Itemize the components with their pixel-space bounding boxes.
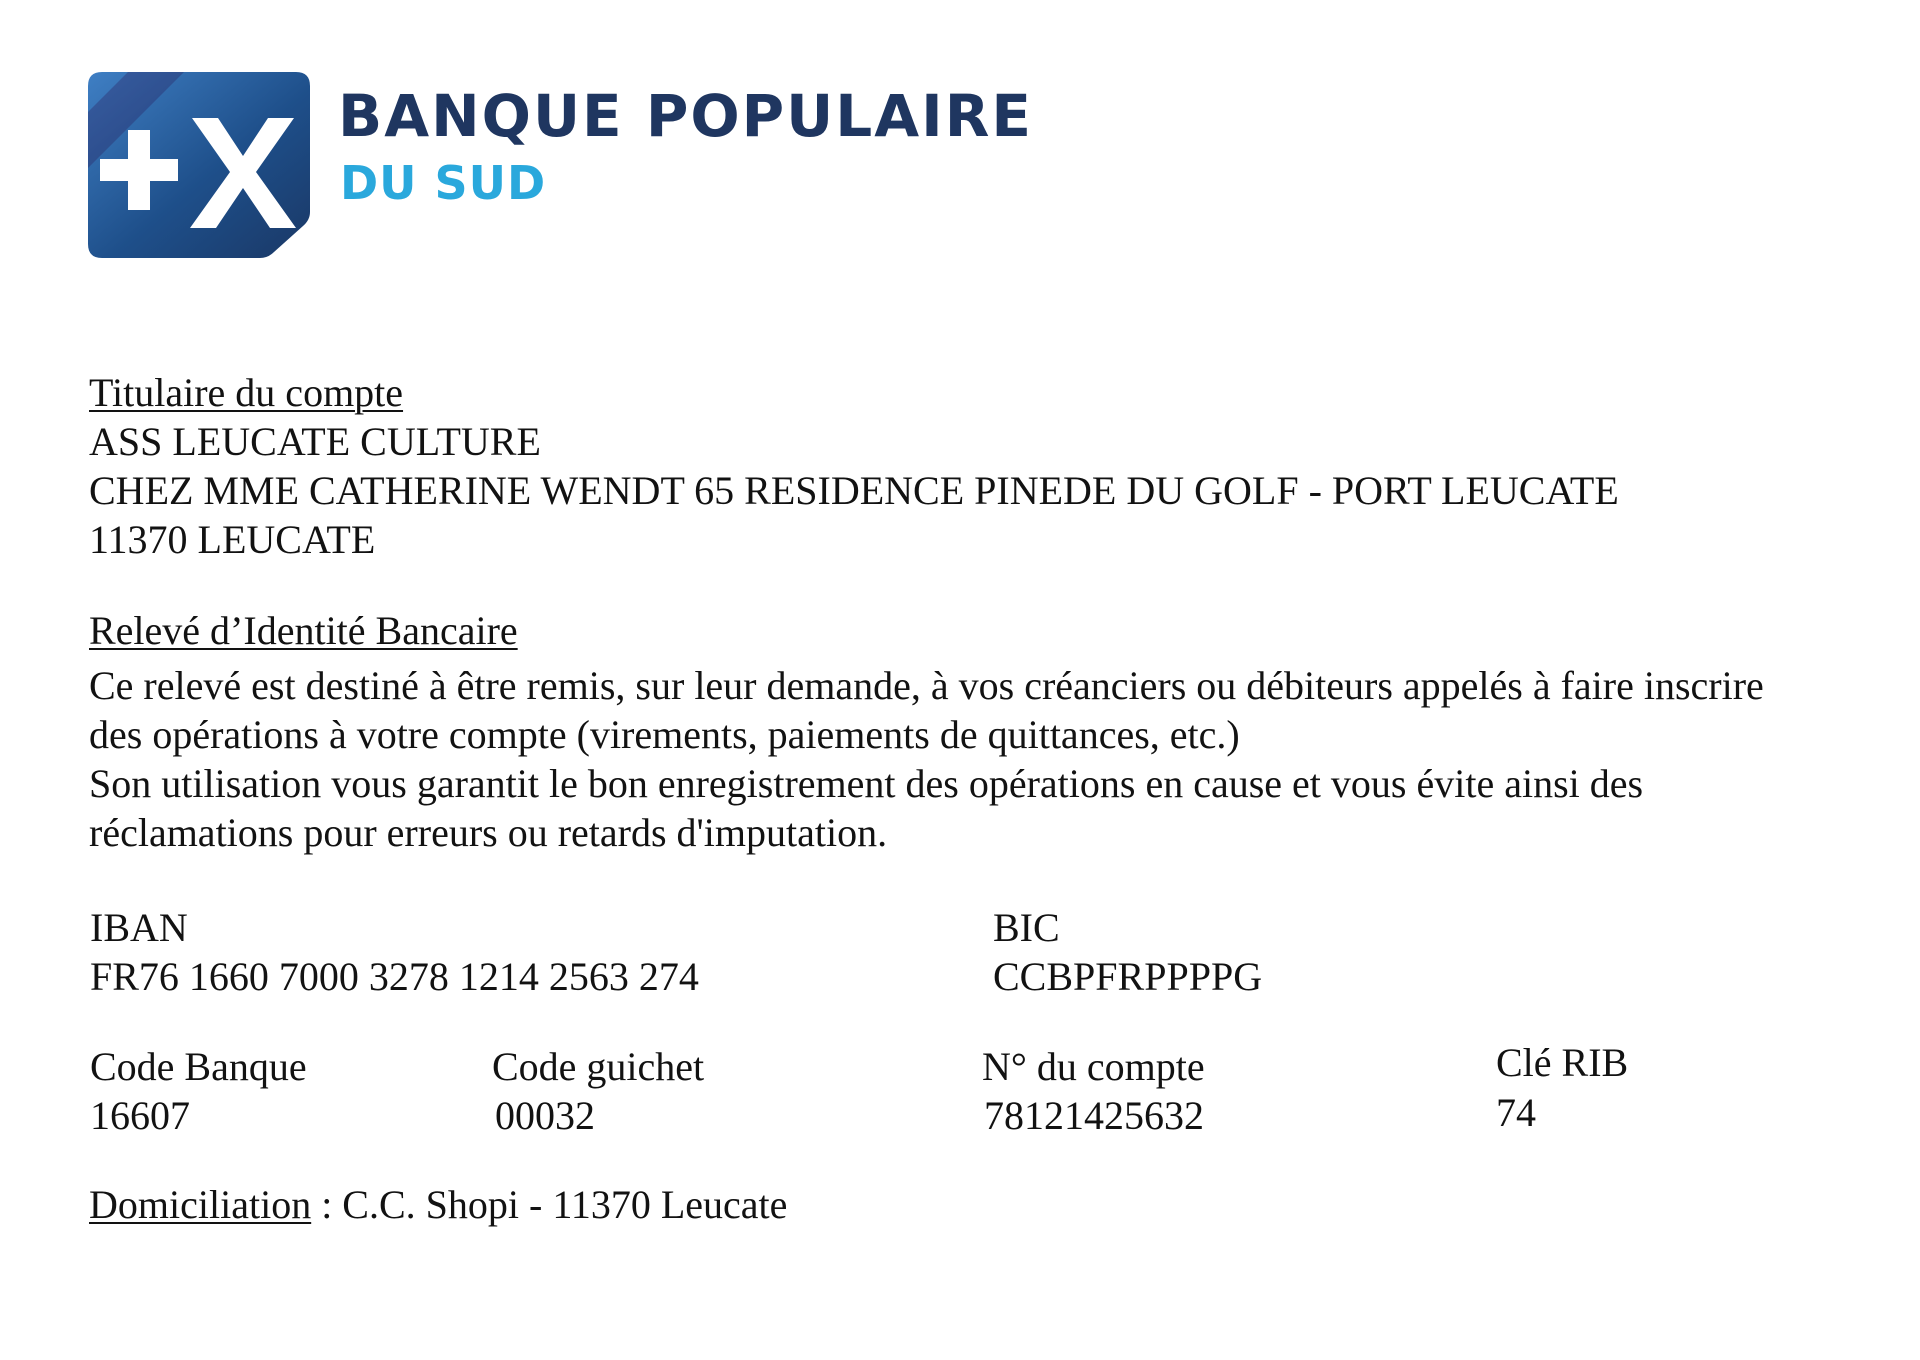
rib-paragraph-line: des opérations à votre compte (virements, paiements de quittances, etc.) — [89, 712, 1240, 757]
iban-label: IBAN — [90, 905, 188, 950]
bank-logo — [88, 72, 1198, 262]
code-banque-label: Code Banque — [90, 1044, 307, 1089]
holder-address-line2: 11370 LEUCATE — [89, 517, 376, 562]
cle-rib-value: 74 — [1496, 1090, 1536, 1135]
cle-rib-label: Clé RIB — [1496, 1040, 1629, 1085]
code-banque-value: 16607 — [90, 1093, 190, 1138]
account-holder-section — [89, 368, 1619, 564]
account-number-label: N° du compte — [982, 1044, 1205, 1089]
bank-name-line1: BANQUE POPULAIRE — [338, 82, 1033, 150]
holder-name: ASS LEUCATE CULTURE — [89, 419, 541, 464]
domiciliation-label: Domiciliation — [89, 1182, 312, 1227]
rib-paragraph-line: Son utilisation vous garantit le bon enregistrement des opérations en cause et vous évite ainsi des — [89, 761, 1644, 806]
holder-address-line1: CHEZ MME CATHERINE WENDT 65 RESIDENCE PINEDE DU GOLF - PORT LEUCATE — [89, 468, 1619, 513]
rib-section — [89, 606, 1764, 857]
bank-name-line2: DU SUD — [340, 156, 547, 210]
rib-heading: Relevé d’Identité Bancaire — [89, 608, 518, 653]
rib-paragraph-line: Ce relevé est destiné à être remis, sur leur demande, à vos créanciers ou débiteurs appelés à faire inscrire — [89, 663, 1764, 708]
code-guichet-value: 00032 — [495, 1093, 595, 1138]
account-number-value: 78121425632 — [984, 1093, 1204, 1138]
bic-value: CCBPFRPPPPG — [993, 954, 1263, 999]
code-guichet-label: Code guichet — [492, 1044, 705, 1089]
bic-label: BIC — [993, 905, 1060, 950]
domiciliation-line — [89, 1180, 787, 1229]
holder-heading: Titulaire du compte — [89, 370, 404, 415]
rib-paragraph-line: réclamations pour erreurs ou retards d'imputation. — [89, 810, 888, 855]
bank-logo-icon — [88, 72, 310, 258]
iban-value: FR76 1660 7000 3278 1214 2563 274 — [90, 954, 699, 999]
domiciliation-value: : C.C. Shopi - 11370 Leucate — [311, 1182, 788, 1227]
